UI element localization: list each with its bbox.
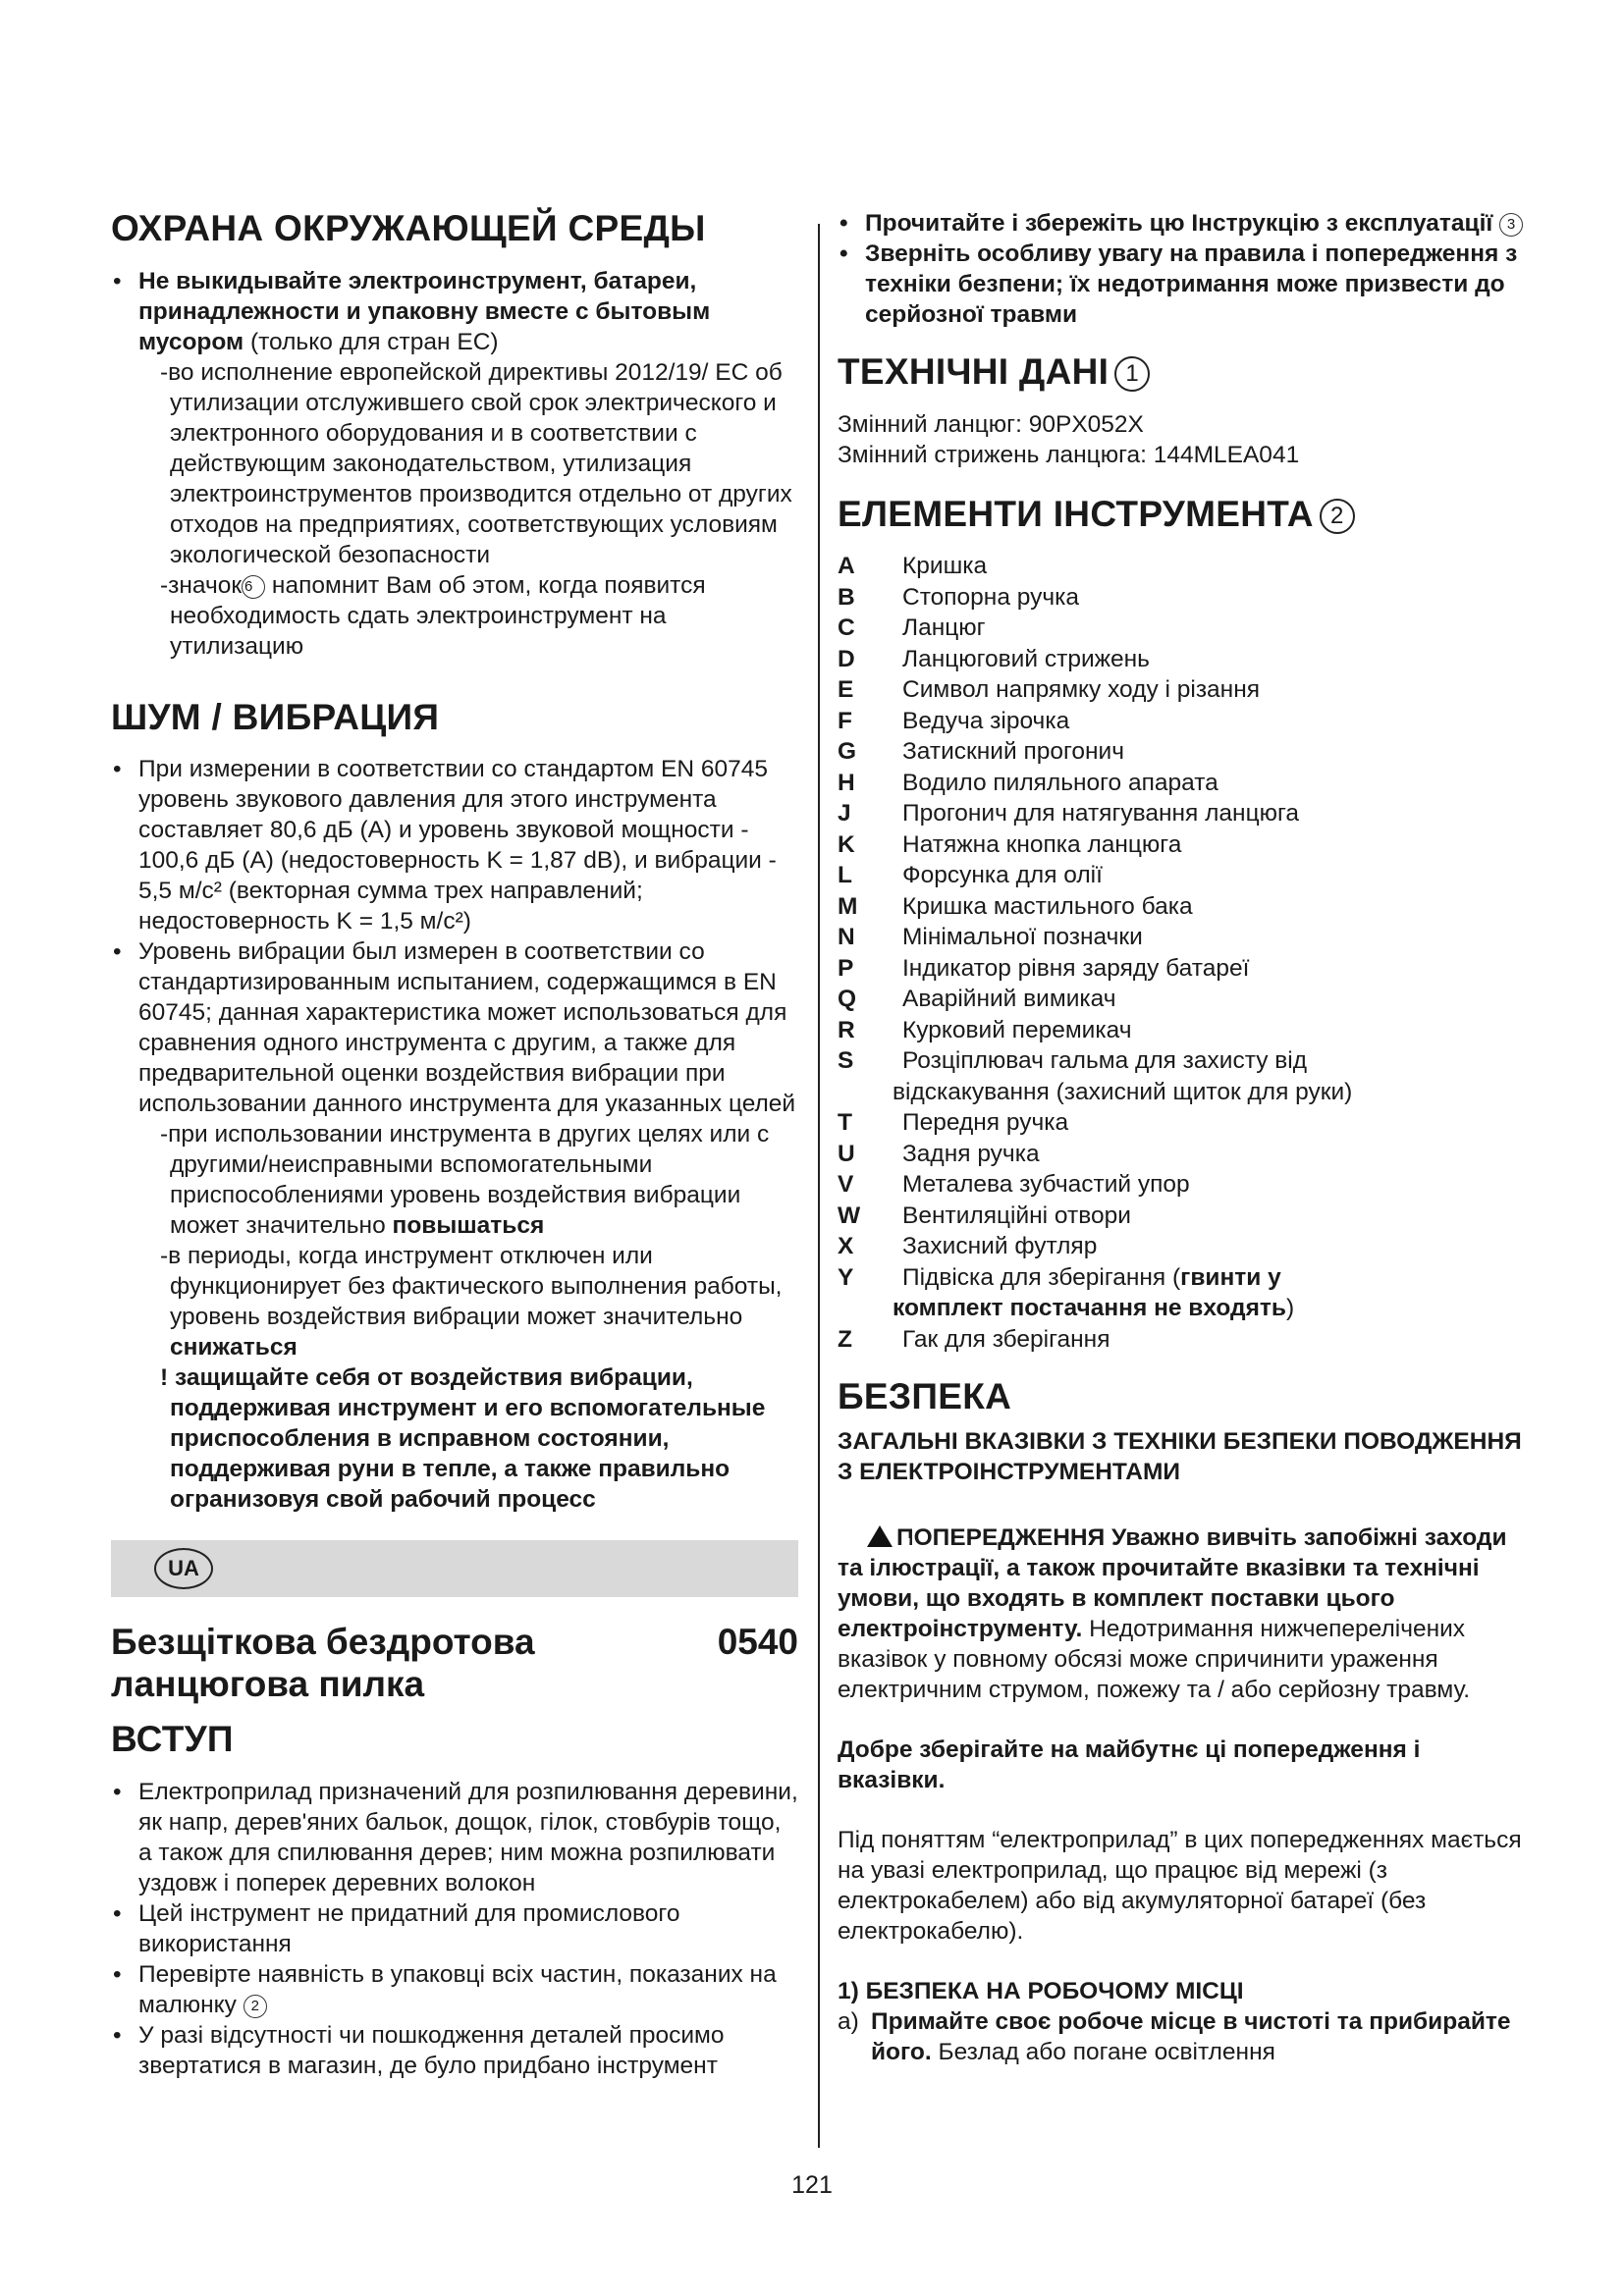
env-sub2-pre: -значок <box>160 571 243 599</box>
noise-sub3: ! защищайте себя от воздействия вибрации, поддерживая инструмент и его вспомогательные приспособления в исправном состоянии, поддерживая руни в тепле, а также правильно огранизовуя свой рабочий процесс <box>160 1364 766 1514</box>
element-y-continued <box>838 1293 1525 1324</box>
keep-instructions: Добре зберігайте на майбутнє ці попередження і вказівки. <box>838 1735 1421 1793</box>
element-y-bold1: гвинти у <box>1180 1263 1281 1291</box>
element-key: D <box>838 645 855 672</box>
element-row-c <box>838 613 1525 644</box>
element-value: Кришка мастильного бака <box>902 892 1193 920</box>
element-row-b <box>838 582 1525 614</box>
element-key: Q <box>838 986 857 1013</box>
intro-cont-bullet-2: • Зверніть особливу увагу на правила і попередження з техніки безпени; їх недотримання може призвести до серйозної травми <box>838 239 1525 330</box>
workplace-heading: 1) БЕЗПЕКА НА РОБОЧОМУ МІСЦІ <box>838 1977 1244 2004</box>
noise-bullet-1: • При измерении в соответствии со стандартом EN 60745 уровень звукового давления для этого инструмента составляет 80,6 дБ (A) и уровень звуковой мощности - 100,6 дБ (A) (недостоверность K = 1,87 dB), и вибрации - 5,5 м/с² (векторная сумма трех направлений; недостоверность K = 1,5 м/с²) <box>111 754 798 936</box>
item-text <box>871 2006 1525 2068</box>
element-row-n <box>838 922 1525 953</box>
element-row-k <box>838 829 1525 861</box>
intro-bullet-1: • Електроприлад призначений для розпилювання деревини, як напр, дерев'яних бальок, дощок, гілок, стовбурів тощо, а також для спилювання дерев; ним можна розпилювати уздовж і поперек деревних волокон <box>111 1777 798 1898</box>
env-bullet-tail: (только для стран ЕС) <box>244 328 499 355</box>
env-heading: ОХРАНА ОКРУЖАЮЩЕЙ СРЕДЫ <box>111 208 706 248</box>
element-value: Аварійний вимикач <box>902 986 1116 1013</box>
element-value: Передня ручка <box>902 1109 1069 1137</box>
element-value: Мінімальної позначки <box>902 924 1143 951</box>
definition-paragraph: Під поняттям “електроприлад” в цих попередженнях мається на увазі електроприлад, що працює від мережі (з електрокабелем) або від акумуляторної батареї (без електрокабелю). <box>838 1826 1522 1945</box>
intro-bullet-2: • Цей інструмент не придатний для промислового використання <box>111 1898 798 1959</box>
element-row-t <box>838 1107 1525 1139</box>
element-value: Натяжна кнопка ланцюга <box>902 830 1182 858</box>
warning-paragraph <box>838 1522 1525 1705</box>
noise-sub1-bold: повышаться <box>392 1212 545 1240</box>
safety-subheading: ЗАГАЛЬНІ ВКАЗІВКИ З ТЕХНІКИ БЕЗПЕКИ ПОВОДЖЕННЯ З ЕЛЕКТРОІНСТРУМЕНТАМИ <box>838 1427 1522 1485</box>
warning-text: Недотримання нижчеперелічених вказівок у повному обсязі може спричинити ураження електричним струмом, пожежу та / або серйозну травму. <box>838 1615 1471 1703</box>
item-label: a) <box>838 2007 859 2035</box>
element-key: F <box>838 707 852 734</box>
left-column <box>111 208 798 2081</box>
language-badge: UA <box>154 1548 213 1589</box>
element-row-d <box>838 644 1525 675</box>
tech-heading <box>838 351 1525 394</box>
element-key: X <box>838 1233 854 1260</box>
elements-heading <box>838 494 1525 536</box>
element-row-l <box>838 860 1525 891</box>
elements-list <box>838 551 1525 1077</box>
element-key: W <box>838 1201 861 1229</box>
figure-ref-icon: 6 <box>242 575 265 599</box>
intro-cont-bullet-1-text: Прочитайте і збережіть цю Інструкцію з експлуатації <box>865 210 1493 237</box>
element-key: R <box>838 1016 855 1043</box>
page-number: 121 <box>791 2171 833 2199</box>
element-key: K <box>838 830 855 858</box>
element-value: Стопорна ручка <box>902 583 1079 611</box>
element-key: Z <box>838 1325 852 1353</box>
intro-bullet-3-text: Перевірте наявність в упаковці всіх частин, показаних на малюнку <box>138 1960 777 2018</box>
item-a-bold: Примайте своє робоче місце в чистоті та прибирайте його. <box>871 2007 1511 2066</box>
elements-list-2 <box>838 1107 1525 1262</box>
warning-icon <box>867 1525 893 1547</box>
element-row-u <box>838 1139 1525 1170</box>
element-row-s <box>838 1045 1525 1077</box>
safety-heading: БЕЗПЕКА <box>838 1376 1012 1417</box>
element-row-v <box>838 1169 1525 1201</box>
product-title-2 <box>111 1663 798 1705</box>
right-column <box>838 208 1525 2068</box>
figure-ref-icon: 2 <box>1320 499 1355 534</box>
figure-ref-icon: 2 <box>244 1995 267 2018</box>
element-row-j <box>838 798 1525 829</box>
element-value <box>902 1262 1525 1294</box>
element-row-e <box>838 674 1525 706</box>
element-key: A <box>838 553 855 580</box>
element-value: Гак для зберігання <box>902 1325 1110 1353</box>
figure-ref-icon: 3 <box>1499 213 1523 237</box>
env-sub2 <box>111 570 798 662</box>
noise-sub2 <box>111 1241 798 1362</box>
element-y-end: ) <box>1285 1295 1295 1322</box>
element-value: Ланцюговий стрижень <box>902 645 1150 672</box>
tech-heading-text: ТЕХНІЧНІ ДАНІ <box>838 351 1110 392</box>
element-value: Ведуча зірочка <box>902 707 1070 734</box>
element-key: P <box>838 954 854 982</box>
noise-bullet-2: • Уровень вибрации был измерен в соответствии со стандартизированным испытанием, содержащимся в EN 60745; данная характеристика может использоваться для сравнения одного инструмента с другим, а также для предварительной оценки воздействия вибрации при использовании данного инструмента для указанных целей <box>111 936 798 1119</box>
env-bullet <box>111 266 798 357</box>
element-row-a <box>838 551 1525 582</box>
element-row-r <box>838 1015 1525 1046</box>
element-key: Y <box>838 1263 854 1291</box>
noise-sub2-text: -в периоды, когда инструмент отключен или функционирует без фактического выполнения работы, уровень воздействия вибрации может значительно <box>160 1243 783 1331</box>
elements-heading-text: ЕЛЕМЕНТИ ІНСТРУМЕНТА <box>838 493 1314 534</box>
element-value: Задня ручка <box>902 1140 1040 1167</box>
intro-cont-bullet-1 <box>838 208 1525 239</box>
element-key: N <box>838 924 855 951</box>
element-y-bold2: комплект постачання не входять <box>893 1295 1286 1322</box>
product-title-line1: Безщіткова бездротова <box>111 1622 535 1663</box>
element-value: Ланцюг <box>902 614 986 642</box>
intro-bullet-3 <box>111 1959 798 2020</box>
element-value: Захисний футляр <box>902 1233 1098 1260</box>
element-row-z <box>838 1324 1525 1356</box>
noise-sub1 <box>111 1119 798 1241</box>
element-row-f <box>838 706 1525 737</box>
noise-sub2-bold: снижаться <box>170 1334 298 1362</box>
intro-bullet-4: • У разі відсутності чи пошкодження деталей просимо звертатися в магазин, де було придбано інструмент <box>111 2020 798 2081</box>
element-key: J <box>838 800 851 828</box>
element-key: T <box>838 1109 852 1137</box>
element-row-p <box>838 953 1525 985</box>
element-row-x <box>838 1231 1525 1262</box>
noise-sub1-text: -при использовании инструмента в других целях или с другими/неисправными вспомогательными приспособлениями уровень воздействия вибрации может значительно <box>160 1121 770 1240</box>
element-key: G <box>838 738 857 766</box>
env-sub1: -во исполнение европейской директивы 2012/19/ ЕС об утилизации отслужившего свой срок электрического и электронного оборудования и в соответствии с действующим законодательством, утилизация электроинструментов производится отдельно от других отходов на предприятиях, соответствующих условиям экологической безопасности <box>160 358 792 568</box>
noise-heading: ШУМ / ВИБРАЦИЯ <box>111 696 440 737</box>
element-key: L <box>838 862 852 889</box>
element-value: Затискний прогонич <box>902 738 1124 766</box>
element-row-q <box>838 984 1525 1015</box>
warning-bold: ПОПЕРЕДЖЕННЯ Уважно вивчіть запобіжні заходи та ілюстрації, а також прочитайте вказівки та технічні умови, що входять в комплект поставки цього електроінструменту. <box>838 1523 1507 1642</box>
figure-ref-icon: 1 <box>1114 356 1150 392</box>
element-key: V <box>838 1171 854 1199</box>
element-key: C <box>838 614 855 642</box>
env-bullet-bold: Не выкидывайте электроинструмент, батареи, принадлежности и упаковну вместе с бытовым мусором <box>138 267 711 355</box>
element-row-y <box>838 1262 1525 1294</box>
product-title <box>111 1621 798 1663</box>
element-key: B <box>838 583 855 611</box>
element-key: S <box>838 1047 854 1075</box>
element-y-text: Підвіска для зберігання ( <box>902 1263 1181 1291</box>
element-value: Вентиляційні отвори <box>902 1201 1131 1229</box>
element-row-g <box>838 736 1525 768</box>
element-row-h <box>838 768 1525 799</box>
element-key: E <box>838 676 854 704</box>
element-value: Розціплювач гальма для захисту від <box>902 1047 1308 1075</box>
intro-heading: ВСТУП <box>111 1719 234 1760</box>
column-divider <box>818 224 820 2148</box>
element-key: U <box>838 1140 855 1167</box>
element-key: M <box>838 892 858 920</box>
element-value: Водило пиляльного апарата <box>902 769 1218 796</box>
language-band <box>111 1540 798 1597</box>
element-value: Кришка <box>902 553 988 580</box>
element-row-m <box>838 891 1525 923</box>
element-value: Прогонич для натягування ланцюга <box>902 800 1300 828</box>
tech-chain: Змінний ланцюг: 90PX052X <box>838 410 1144 438</box>
element-row-w <box>838 1201 1525 1232</box>
tech-bar: Змінний стрижень ланцюга: 144MLEA041 <box>838 441 1300 468</box>
element-s-continued: відскакування (захисний щиток для руки) <box>893 1078 1353 1105</box>
item-a-text: Безлад або погане освітлення <box>931 2039 1275 2066</box>
element-value: Металева зубчастий упор <box>902 1171 1190 1199</box>
element-value: Курковий перемикач <box>902 1016 1132 1043</box>
product-title-line2: ланцюгова пилка <box>111 1664 425 1705</box>
element-key: H <box>838 769 855 796</box>
element-value: Індикатор рівня заряду батареї <box>902 954 1250 982</box>
workplace-item-a <box>838 2006 1525 2068</box>
product-model: 0540 <box>717 1622 798 1663</box>
element-value: Форсунка для олії <box>902 862 1103 889</box>
env-sub2-post: напомнит Вам об этом, когда появится необходимость сдать электроинструмент на утилизацию <box>170 571 706 660</box>
element-value: Символ напрямку ходу і різання <box>902 676 1261 704</box>
